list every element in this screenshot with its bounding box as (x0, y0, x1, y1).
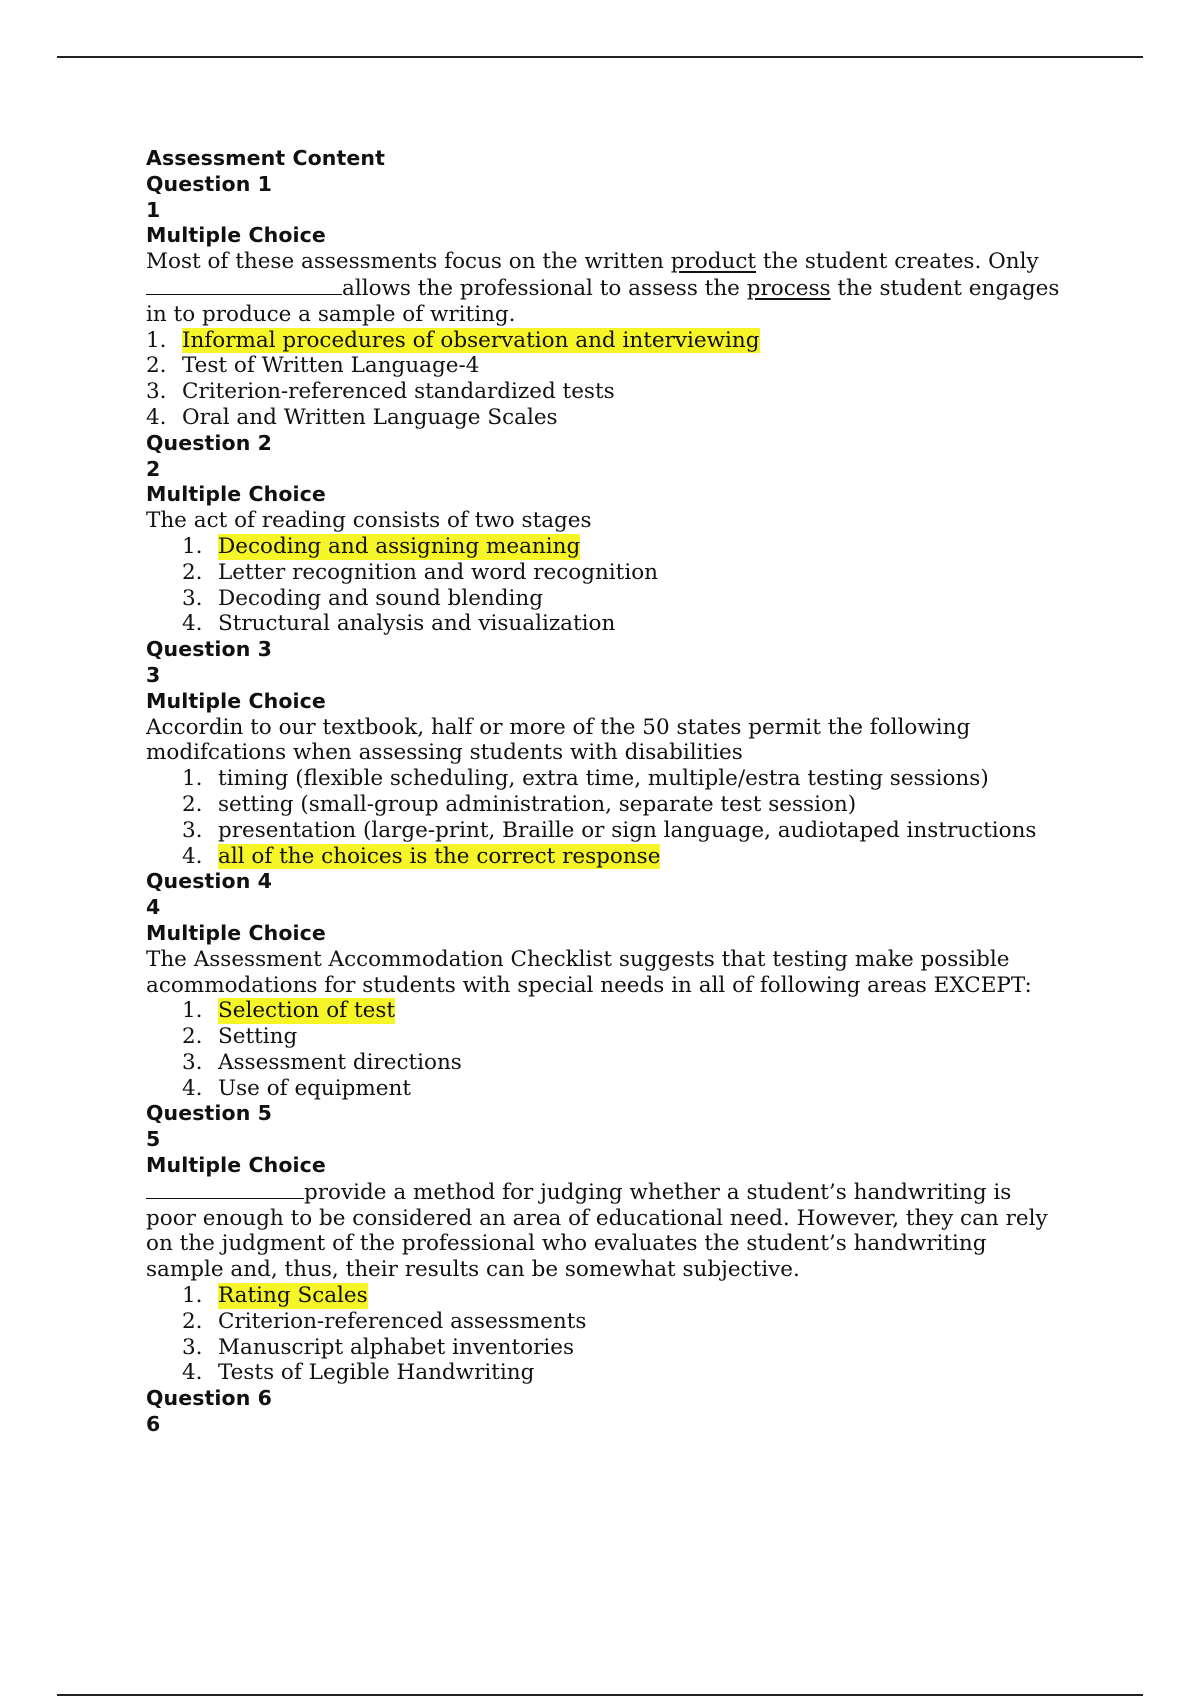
question-4 (146, 869, 1076, 1101)
option: 4. Tests of Legible Handwriting (182, 1360, 535, 1386)
question-label: Question 5 (146, 1101, 273, 1126)
question-type: Multiple Choice (146, 1153, 326, 1178)
option: 1. Informal procedures of observation and interviewing (146, 327, 760, 353)
underlined-word: process (746, 275, 831, 301)
highlighted-answer: Decoding and assigning meaning (218, 533, 581, 559)
option: 4. Oral and Written Language Scales (146, 404, 558, 430)
option: 4. Structural analysis and visualization (182, 611, 616, 637)
option: 3. Assessment directions (182, 1049, 462, 1075)
question-label: Question 3 (146, 637, 273, 662)
option: 3. Manuscript alphabet inventories (182, 1334, 575, 1360)
question-label: Question 6 (146, 1386, 273, 1411)
question-number: 4 (146, 895, 161, 920)
options-list (146, 1283, 1076, 1386)
underlined-word: product (670, 249, 756, 275)
question-number: 5 (146, 1127, 161, 1152)
question-number: 2 (146, 456, 161, 481)
option: 2. Criterion-referenced assessments (182, 1308, 587, 1334)
question-5 (146, 1101, 1076, 1386)
option: 2. Test of Written Language-4 (146, 353, 480, 379)
question-type: Multiple Choice (146, 920, 326, 945)
question-type: Multiple Choice (146, 688, 326, 713)
question-1 (146, 172, 1076, 431)
question-label: Question 1 (146, 171, 273, 196)
question-3 (146, 637, 1076, 869)
question-type: Multiple Choice (146, 482, 326, 507)
question-number: 1 (146, 197, 161, 222)
option: 2. setting (small-group administration, separate test session) (182, 791, 857, 817)
option: 1. Rating Scales (182, 1283, 368, 1309)
option: 1. Selection of test (182, 998, 396, 1024)
option: 1. timing (flexible scheduling, extra time, multiple/estra testing sessions) (182, 766, 989, 792)
question-label: Question 4 (146, 869, 273, 894)
options-list (146, 766, 1076, 869)
option: 4. Use of equipment (182, 1075, 412, 1101)
question-stem: The act of reading consists of two stages (146, 508, 592, 534)
top-rule (57, 56, 1143, 58)
question-2 (146, 431, 1076, 637)
option: 2. Letter recognition and word recognition (182, 559, 658, 585)
options-list (146, 534, 1076, 637)
option: 2. Setting (182, 1024, 298, 1050)
option: 1. Decoding and assigning meaning (182, 533, 581, 559)
question-number: 6 (146, 1412, 161, 1437)
highlighted-answer: Selection of test (218, 998, 396, 1024)
option: 3. Criterion-referenced standardized tests (146, 379, 615, 405)
question-stem: Most of these assessments focus on the written product the student creates. Only allows the professional to assess the process the student engages in to produce a sample of writing. (146, 249, 1060, 327)
options-list (146, 328, 1076, 431)
option: 3. presentation (large-print, Braille or sign language, audiotaped instructions (182, 817, 1037, 843)
answer-blank (146, 1179, 304, 1199)
assessment-content (146, 146, 1076, 1438)
highlighted-answer: Informal procedures of observation and interviewing (182, 327, 760, 353)
bottom-rule (57, 1694, 1143, 1696)
question-stem: provide a method for judging whether a student’s handwriting is poor enough to be considered an area of educational need. However, they can rely on the judgment of the professional who evaluates the student’s handwriting sample and, thus, their results can be somewhat subjective. (146, 1179, 1048, 1283)
highlighted-answer: all of the choices is the correct response (218, 843, 661, 869)
question-stem: The Assessment Accommodation Checklist suggests that testing make possible acommodations for students with special needs in all of following areas EXCEPT: (146, 946, 1032, 998)
options-list (146, 998, 1076, 1101)
question-label: Question 2 (146, 430, 273, 455)
question-stem: Accordin to our textbook, half or more of the 50 states permit the following modifcations when assessing students with disabilities (146, 714, 971, 766)
answer-blank (146, 275, 342, 295)
option: 4. all of the choices is the correct response (182, 843, 661, 869)
option: 3. Decoding and sound blending (182, 585, 544, 611)
question-6 (146, 1386, 1076, 1438)
question-number: 3 (146, 662, 161, 687)
page-heading: Assessment Content (146, 146, 385, 170)
highlighted-answer: Rating Scales (218, 1283, 368, 1309)
question-type: Multiple Choice (146, 223, 326, 248)
